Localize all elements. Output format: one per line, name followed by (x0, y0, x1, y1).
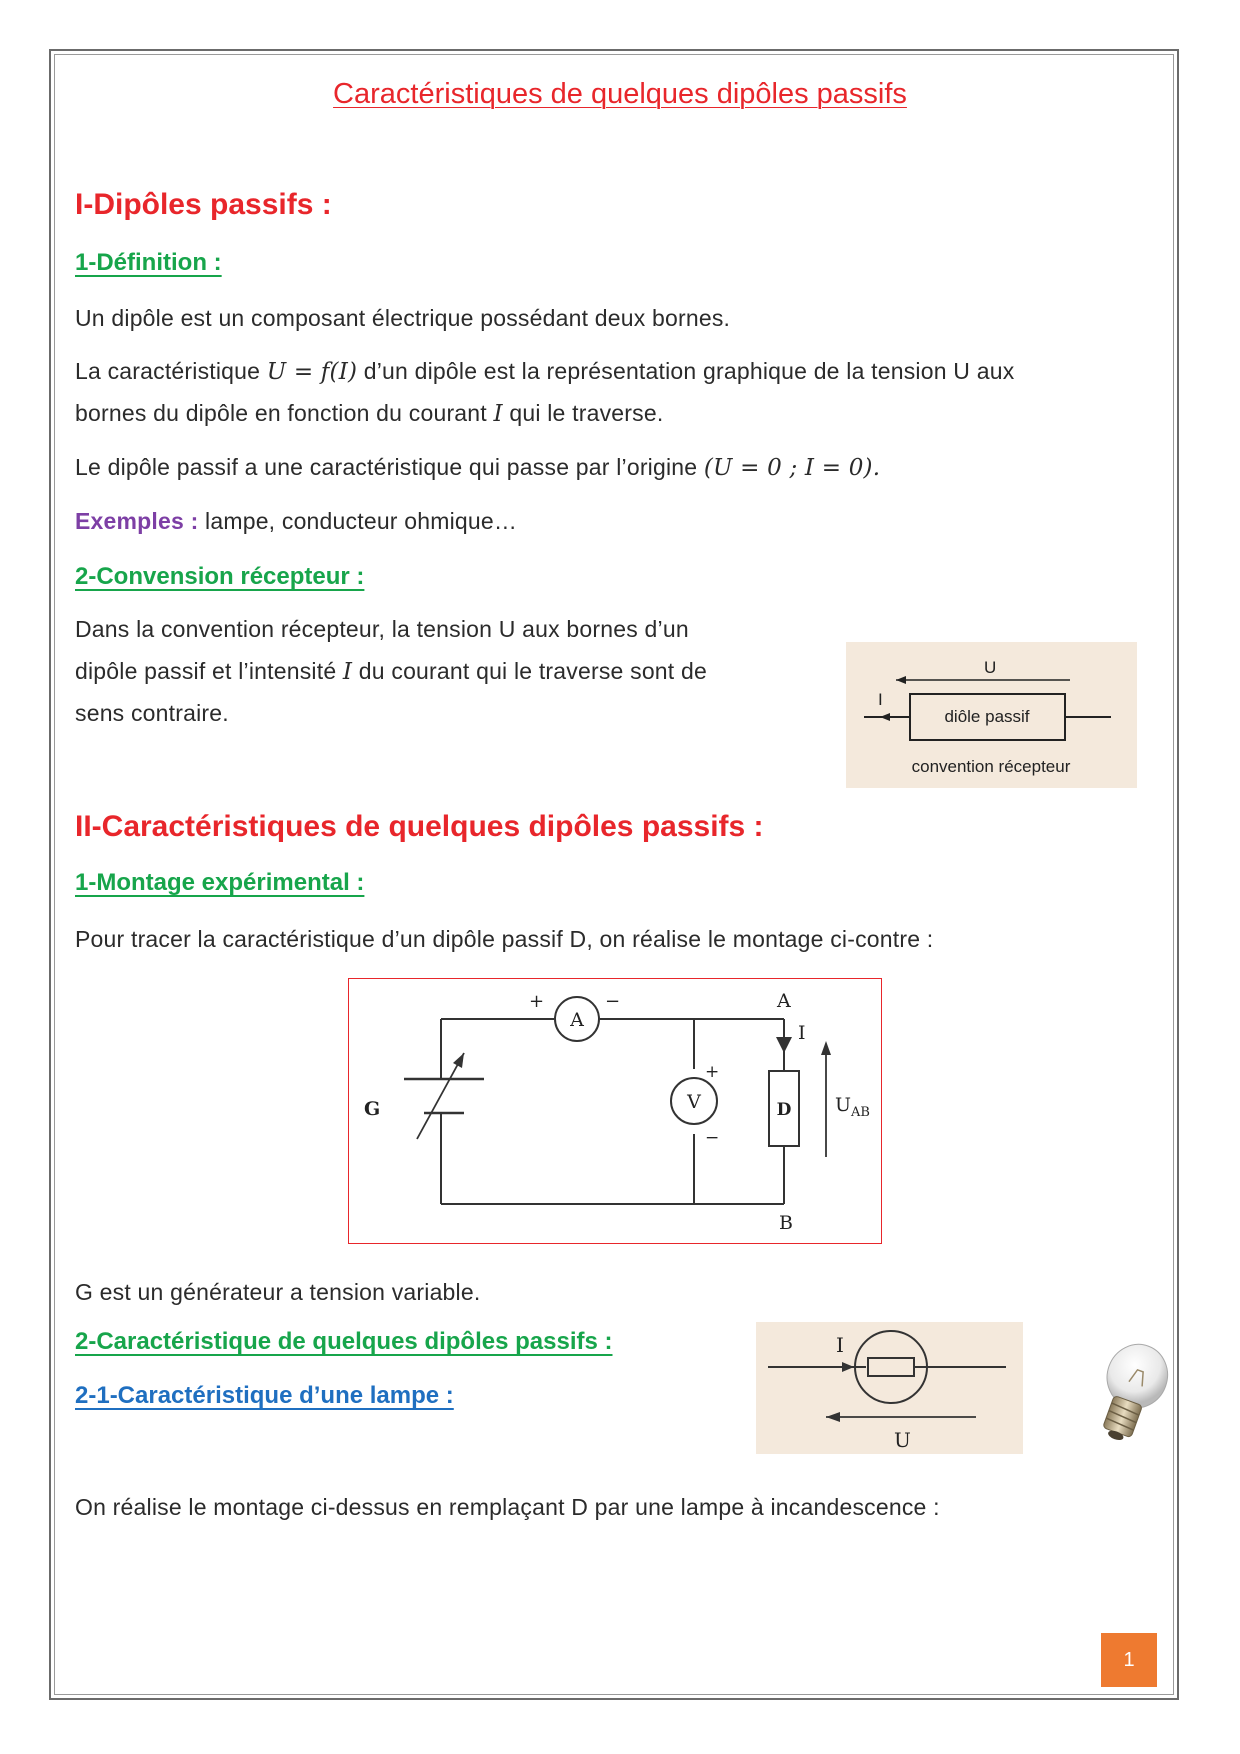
examples-label: Exemples : (75, 508, 199, 534)
ammeter-minus: − (605, 991, 621, 1012)
dipole-box-label: diôle passif (944, 707, 1030, 726)
lamp-u-label: U (894, 1428, 911, 1452)
convention-recepteur-figure (846, 642, 1137, 788)
light-bulb-icon (1083, 1338, 1173, 1448)
page-number: 1 (1101, 1633, 1157, 1687)
convention-u-label: U (984, 658, 997, 677)
voltmeter-symbol: V (687, 1091, 701, 1113)
circuit-diagram (348, 978, 882, 1244)
lamp-montage-text: On réalise le montage ci-dessus en remplaçant D par une lampe à incandescence : (75, 1494, 940, 1520)
definition-paragraph-1: Un dipôle est un composant électrique possédant deux bornes. (75, 305, 731, 331)
section-1-heading: I-Dipôles passifs : (75, 188, 332, 221)
current-label: I (798, 1022, 806, 1044)
convention-i-label: I (878, 690, 883, 709)
generator-label: G (364, 1098, 381, 1120)
lamp-symbol-figure (756, 1322, 1023, 1454)
montage-text: Pour tracer la caractéristique d’un dipôle passif D, on réalise le montage ci-contre : (75, 926, 934, 952)
node-b-label: B (779, 1212, 793, 1234)
definition-paragraph-2-line-2: bornes du dipôle en fonction du courant I qui le traverse. (75, 400, 664, 427)
generator-description: G est un générateur a tension variable. (75, 1279, 481, 1305)
voltage-label: $U_{AB}$ (835, 1094, 870, 1120)
convention-line-3: sens contraire. (75, 700, 229, 726)
definition-heading: 1-Définition : (75, 249, 222, 276)
ammeter-plus: + (529, 991, 545, 1012)
math-u-equals-f-of-i: U = f(I) (266, 359, 358, 385)
lamp-heading: 2-1-Caractéristique d’une lampe : (75, 1382, 454, 1409)
convention-caption: convention récepteur (911, 757, 1071, 776)
voltmeter-plus: + (705, 1062, 720, 1082)
definition-paragraph-2-line-1: La caractéristique U = f(I) d’un dipôle est la représentation graphique de la tension U aux (75, 358, 1015, 385)
carac-heading: 2-Caractéristique de quelques dipôles passifs : (75, 1328, 613, 1355)
voltmeter-minus: − (705, 1128, 720, 1148)
lamp-i-label: I (836, 1333, 844, 1357)
math-origin: (U = 0 ; I = 0). (703, 455, 881, 481)
node-a-label: A (777, 990, 791, 1012)
convention-line-2: dipôle passif et l’intensité I du courant qui le traverse sont de (75, 658, 707, 685)
convention-line-1: Dans la convention récepteur, la tension U aux bornes d’un (75, 616, 689, 642)
page-title: Caractéristiques de quelques dipôles passifs (333, 78, 907, 110)
dipole-d-label: D (776, 1100, 792, 1120)
convention-heading: 2-Convension récepteur : (75, 563, 365, 590)
definition-paragraph-3: Le dipôle passif a une caractéristique qui passe par l’origine (U = 0 ; I = 0). (75, 454, 881, 481)
montage-heading: 1-Montage expérimental : (75, 869, 365, 896)
examples-line: Exemples : lampe, conducteur ohmique… (75, 508, 518, 534)
ammeter-symbol: A (570, 1009, 584, 1031)
section-2-heading: II-Caractéristiques de quelques dipôles passifs : (75, 810, 764, 843)
